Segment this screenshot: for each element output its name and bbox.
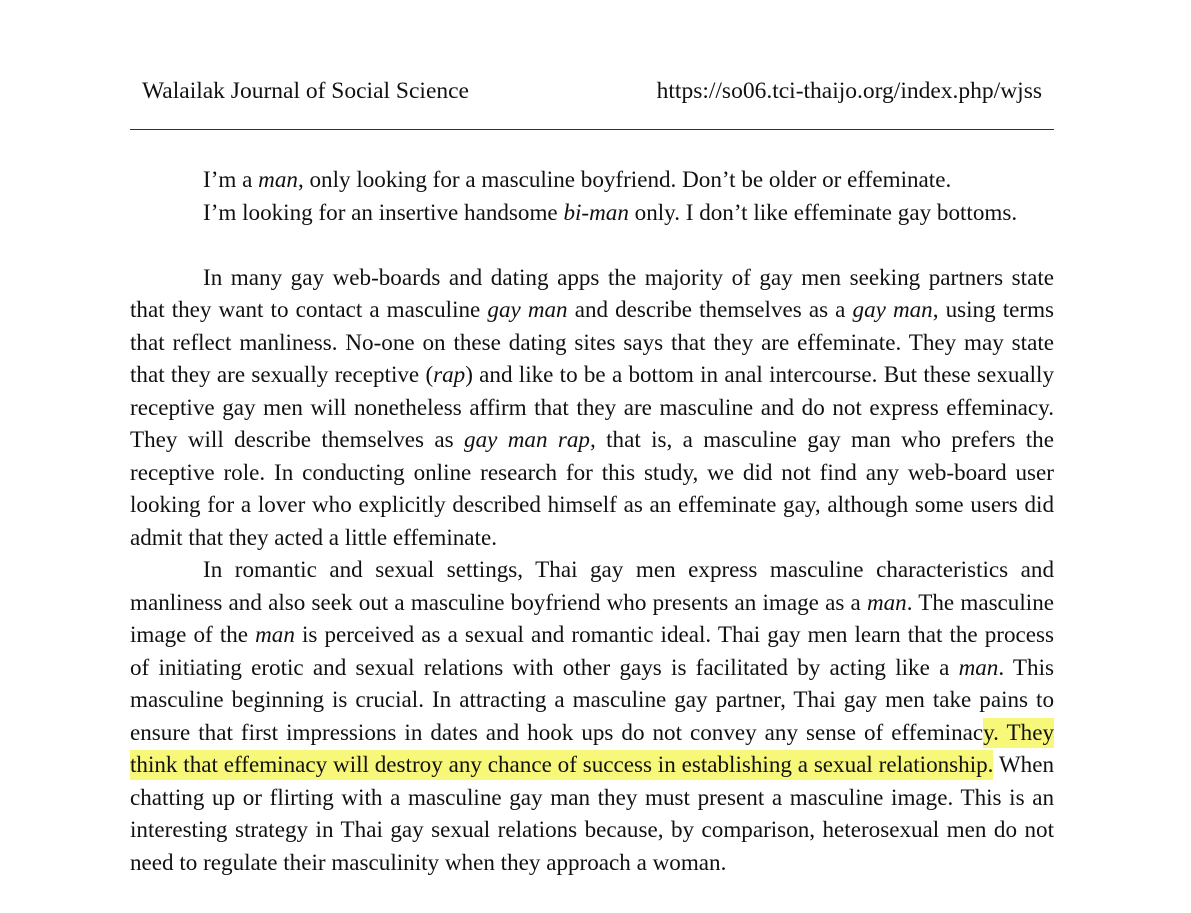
article-body xyxy=(130,163,1054,878)
quote-2-italic-term: bi-man xyxy=(563,198,629,225)
p2-text: When chatting up or flirting with a masculine gay man they must present a masculine image. This is an interesting strategy in Thai gay sexual relations because, by comparison, heterosexual men do not need to regulate their masculinity when they approach a woman. xyxy=(130,751,1055,875)
p2-text: . The masculine image of the xyxy=(130,588,1054,647)
quote-2-text-a: I’m looking for an insertive handsome xyxy=(203,198,564,225)
quote-2-text-c: only. I don’t like effeminate gay bottoms. xyxy=(628,198,1018,225)
p1-italic-term: rap xyxy=(433,361,466,387)
p1-text: and describe themselves as a xyxy=(567,296,853,322)
paragraph-spacer xyxy=(130,228,1054,261)
header-divider xyxy=(130,129,1054,130)
p1-italic-term: gay man rap, xyxy=(464,426,596,452)
p2-text: . This masculine beginning is crucial. In attracting a masculine gay partner, Thai gay men take pains to ensure that first impressions in dates and hook ups do not convey any sense of effeminac xyxy=(130,653,1054,745)
paragraph-2 xyxy=(130,553,1054,878)
highlighted-passage: y. They think that effeminacy will destroy any chance of success in establishing a sexual relationship. xyxy=(130,718,1054,781)
quote-1-italic-term: man xyxy=(258,166,298,192)
quote-1-text-a: I’m a xyxy=(203,166,259,192)
p2-text: In romantic and sexual settings, Thai gay men express masculine characteristics and manliness and also seek out a masculine boyfriend who presents an image as a xyxy=(130,556,1054,615)
p2-text: is perceived as a sexual and romantic ideal. Thai gay men learn that the process of initiating erotic and sexual relations with other gays is facilitated by acting like a xyxy=(130,621,1054,680)
p1-text: In many gay web-boards and dating apps the majority of gay men seeking partners state that they want to contact a masculine xyxy=(130,263,1054,322)
journal-title: Walailak Journal of Social Science xyxy=(142,78,469,104)
quote-line-1 xyxy=(130,163,1054,196)
paragraph-1 xyxy=(130,261,1054,554)
p1-text: ) and like to be a bottom in anal intercourse. But these sexually receptive gay men will nonetheless affirm that they are masculine and do not express effeminacy. They will describe themselves as xyxy=(130,361,1054,452)
p1-text: , using terms that reflect manliness. No-one on these dating sites says that they are effeminate. They may state that they are sexually receptive ( xyxy=(130,296,1055,387)
quote-1-text-c: , only looking for a masculine boyfriend. Don’t be older or effeminate. xyxy=(297,166,952,192)
p1-text: that is, a masculine gay man who prefers the receptive role. In conducting online research for this study, we did not find any web-board user looking for a lover who explicitly described himself as an effeminate gay, although some users did admit that they acted a little effeminate. xyxy=(130,426,1054,550)
journal-url: https://so06.tci-thaijo.org/index.php/wjss xyxy=(656,78,1042,104)
quote-line-2 xyxy=(130,196,1054,229)
p1-italic-term: gay man xyxy=(487,296,568,322)
running-header xyxy=(130,74,1054,114)
p2-italic-term: man xyxy=(255,621,295,647)
p2-italic-term: man xyxy=(866,588,907,615)
p2-italic-term: man xyxy=(958,653,999,680)
p1-italic-term: gay man xyxy=(852,296,933,322)
